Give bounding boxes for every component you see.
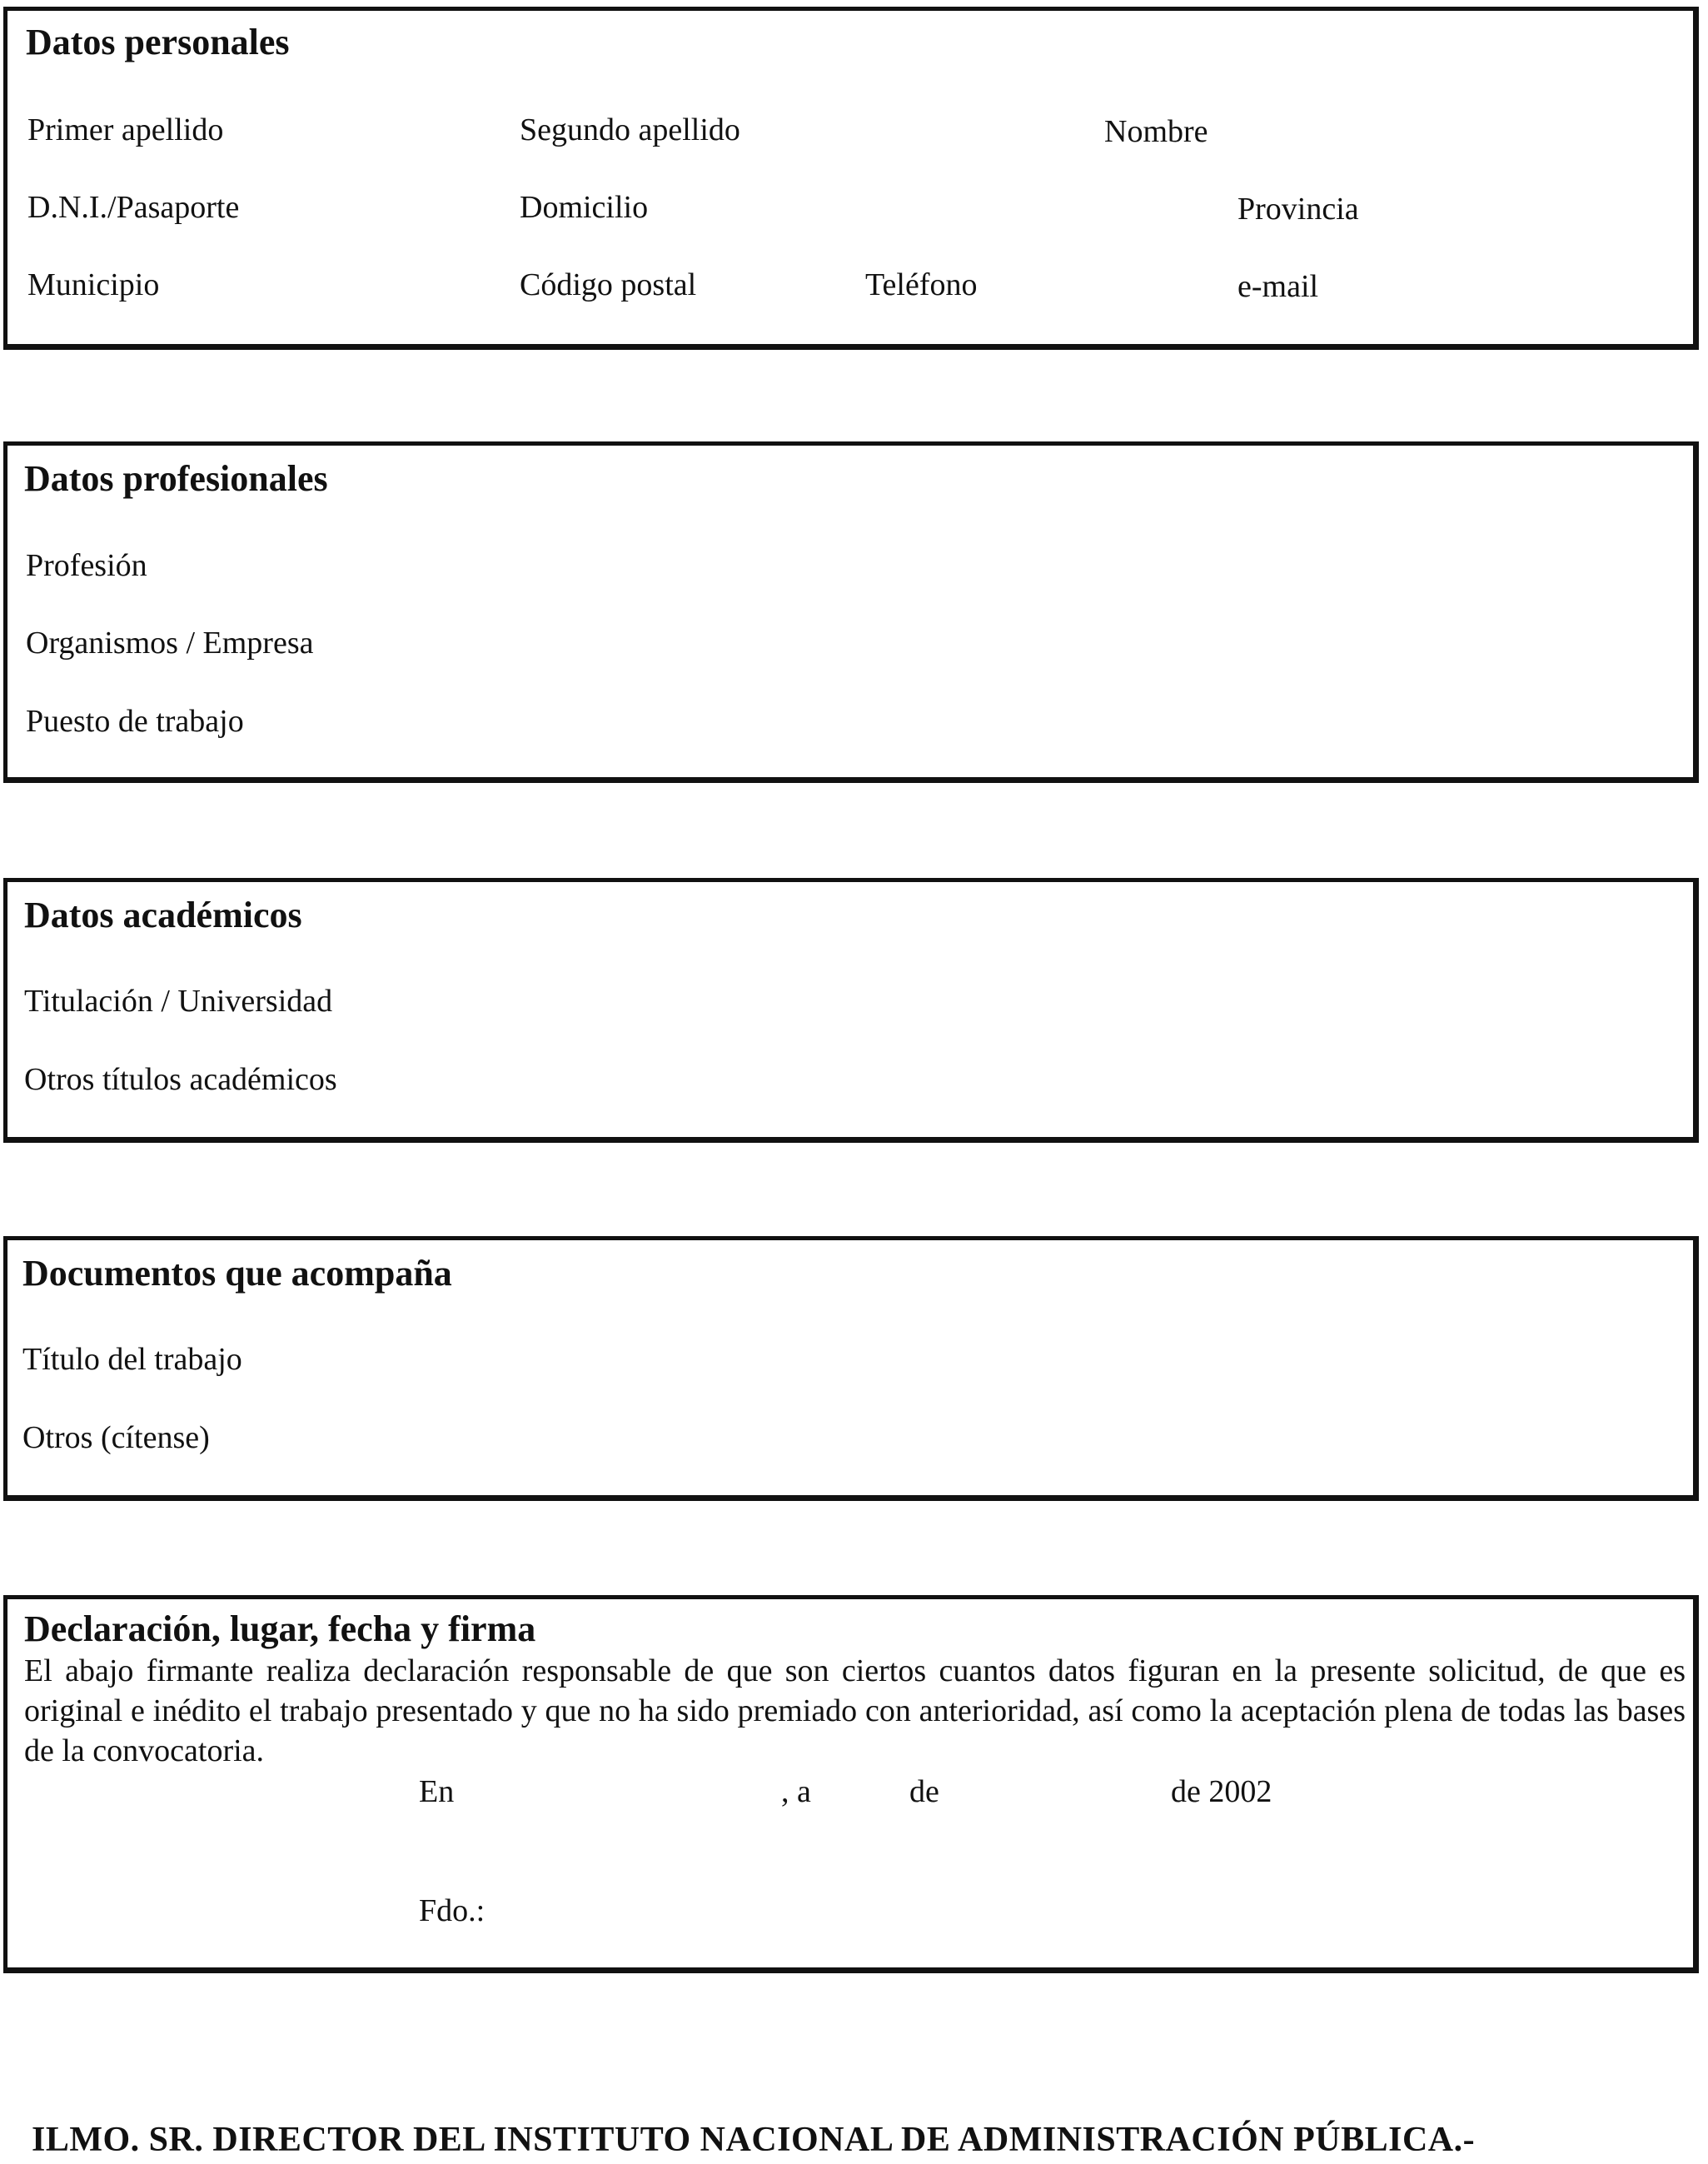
field-label-codigo-postal[interactable]: Código postal [520,267,697,302]
field-label-email[interactable]: e-mail [1237,269,1319,304]
date-label-year[interactable]: de 2002 [1171,1774,1272,1809]
declaration-text: El abajo firmante realiza declaración responsable de que son ciertos cuantos datos figuran en la presente solicitud, de que es original e inédito el trabajo presentado y que no ha sido premiado con anterioridad, así como la aceptación plena de todas las bases de la convocatoria. [24,1653,1686,1768]
field-label-segundo-apellido[interactable]: Segundo apellido [520,112,740,147]
field-label-provincia[interactable]: Provincia [1237,192,1359,227]
section-personal-data [3,7,1699,350]
field-label-titulacion[interactable]: Titulación / Universidad [24,984,333,1019]
field-label-profesion[interactable]: Profesión [26,548,147,583]
section-title-professional: Datos profesionales [24,458,328,499]
date-label-a[interactable]: , a [781,1774,811,1809]
field-label-primer-apellido[interactable]: Primer apellido [27,112,224,147]
section-academic-data [3,878,1699,1143]
section-documents [3,1236,1699,1501]
section-title-academic: Datos académicos [24,895,302,935]
field-label-telefono[interactable]: Teléfono [865,267,978,302]
field-label-domicilio[interactable]: Domicilio [520,190,649,225]
field-label-otros[interactable]: Otros (cítense) [22,1420,210,1455]
section-declaration [3,1595,1699,1973]
signature-label[interactable]: Fdo.: [419,1893,486,1928]
field-label-titulo-trabajo[interactable]: Título del trabajo [22,1342,242,1377]
field-label-puesto[interactable]: Puesto de trabajo [26,704,244,739]
field-label-organismos[interactable]: Organismos / Empresa [26,626,314,661]
section-title-personal: Datos personales [26,22,290,62]
field-label-dni[interactable]: D.N.I./Pasaporte [27,190,240,225]
addressee-footer: ILMO. SR. DIRECTOR DEL INSTITUTO NACIONAL DE ADMINISTRACIÓN PÚBLICA.- [32,2121,1476,2159]
place-label-en[interactable]: En [419,1774,455,1809]
section-title-documents: Documentos que acompaña [22,1253,452,1294]
section-title-declaration: Declaración, lugar, fecha y firma [24,1608,536,1649]
field-label-nombre[interactable]: Nombre [1104,114,1208,149]
date-label-de[interactable]: de [909,1774,939,1809]
section-professional-data [3,441,1699,783]
field-label-otros-titulos[interactable]: Otros títulos académicos [24,1062,337,1097]
field-label-municipio[interactable]: Municipio [27,267,160,302]
